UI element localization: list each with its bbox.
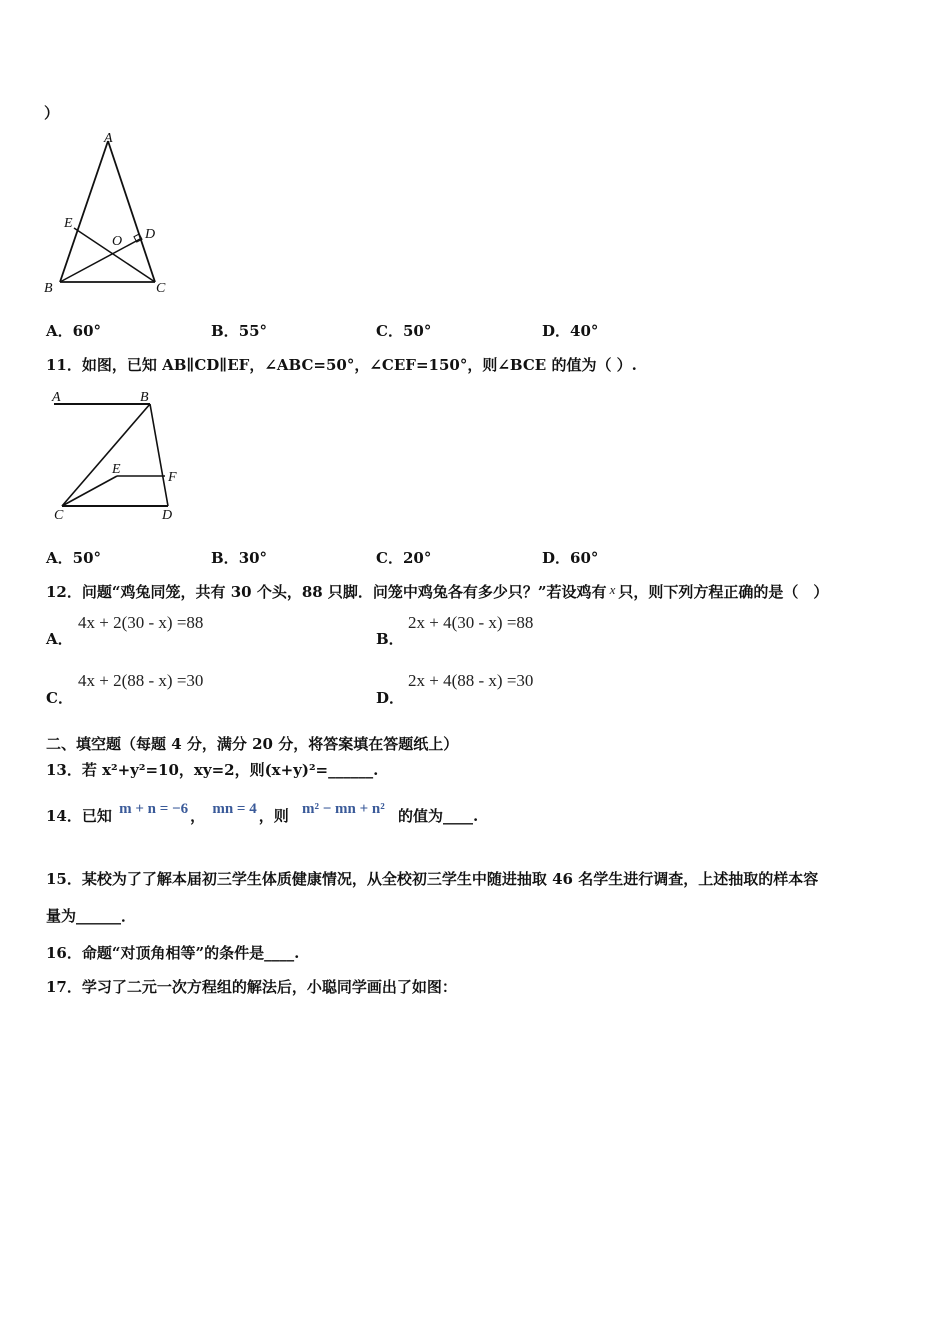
q12-option-c-equation: 4x + 2(88 - x) =30: [78, 671, 204, 690]
q14-math-expression: m² − mn + n²: [301, 801, 385, 817]
q14-math-product: mn = 4: [212, 801, 257, 817]
figure2-label-c: C: [54, 508, 64, 523]
option-letter: B．: [211, 549, 239, 567]
q11-option-c[interactable]: [376, 547, 431, 568]
option-value: 50°: [402, 322, 432, 340]
q12-variable: x: [609, 582, 616, 597]
figure2-label-e: E: [112, 462, 121, 477]
q12-text: [46, 581, 828, 602]
option-value: 55°: [238, 322, 268, 340]
option-value: 40°: [570, 322, 599, 340]
q11-option-b[interactable]: [211, 547, 267, 568]
q10-option-c[interactable]: [376, 320, 431, 341]
q11-text: 11．如图，已知 AB∥CD∥EF，∠ABC=50°，∠CEF=150°，则∠BCE 的值为（ ）.: [46, 356, 637, 374]
q13-text: 13．若 x²+y²=10，xy=2，则(x+y)²=______.: [46, 761, 379, 779]
option-letter: D．: [542, 322, 571, 340]
q14-separator: ，: [190, 807, 206, 825]
option-letter: B．: [376, 630, 404, 648]
q12-option-c[interactable]: [46, 687, 73, 708]
option-letter: C．: [376, 322, 403, 340]
q12-text-after: 只，则下列方程正确的是（ ）: [618, 583, 829, 601]
option-value: 50°: [72, 549, 102, 567]
option-letter: C．: [46, 689, 73, 707]
figure1-label-d: D: [145, 227, 156, 242]
option-letter: C．: [376, 549, 403, 567]
figure1-label-b: B: [44, 281, 53, 296]
figure2-label-f: F: [168, 470, 177, 485]
option-letter: A．: [46, 630, 73, 648]
q12-option-a[interactable]: [46, 628, 73, 649]
option-letter: D．: [376, 689, 405, 707]
section-title-fill-in: 二、填空题（每题 4 分，满分 20 分，将答案填在答题纸上）: [46, 735, 459, 753]
q12-text-before: 12．问题“鸡兔同笼，共有 30 个头，88 只脚．问笼中鸡兔各有多少只？”若设鸡有: [46, 583, 607, 601]
option-value: 30°: [238, 549, 268, 567]
q12-option-d[interactable]: [376, 687, 404, 708]
q10-option-a[interactable]: [46, 320, 101, 341]
option-letter: A．: [46, 322, 73, 340]
q14-math-sum: m + n = −6: [119, 801, 189, 817]
figure1-label-e: E: [64, 216, 73, 231]
q14-text: [46, 801, 479, 826]
q15-line1: 15．某校为了了解本届初三学生体质健康情况，从全校初三学生中随进抽取 46 名学生进行调查，上述抽取的样本容: [46, 870, 819, 888]
q11-option-d[interactable]: [542, 547, 598, 568]
q12-option-a-equation: 4x + 2(30 - x) =88: [78, 613, 204, 632]
q14-prefix: 14．已知: [46, 807, 112, 825]
figure2-label-b: B: [140, 390, 149, 405]
option-letter: D．: [542, 549, 571, 567]
q11-option-a[interactable]: [46, 547, 101, 568]
q15-line2: 量为______．: [46, 907, 137, 925]
option-value: 20°: [402, 549, 432, 567]
q10-option-d[interactable]: [542, 320, 598, 341]
q12-option-d-equation: 2x + 4(88 - x) =30: [408, 671, 534, 690]
q17-text: 17．学习了二元一次方程组的解法后，小聪同学画出了如图：: [46, 978, 457, 996]
question-continuation-paren: ）: [44, 104, 60, 122]
option-letter: B．: [211, 322, 239, 340]
figure1-label-c: C: [156, 281, 166, 296]
q12-option-b[interactable]: [376, 628, 404, 649]
option-value: 60°: [570, 549, 599, 567]
q14-suffix: 的值为____.: [397, 807, 479, 825]
figure2-label-d: D: [162, 508, 173, 523]
option-letter: A．: [46, 549, 73, 567]
option-value: 60°: [72, 322, 102, 340]
figure-triangle-abc: [40, 128, 180, 300]
figure-parallel-lines: [40, 385, 190, 525]
q14-mid: ，则: [258, 807, 289, 825]
q16-text: 16．命题“对顶角相等”的条件是____.: [46, 944, 300, 962]
q10-option-b[interactable]: [211, 320, 267, 341]
q12-option-b-equation: 2x + 4(30 - x) =88: [408, 613, 534, 632]
figure1-label-o: O: [112, 234, 123, 249]
figure2-label-a: A: [52, 390, 61, 405]
figure1-label-a: A: [104, 131, 113, 146]
